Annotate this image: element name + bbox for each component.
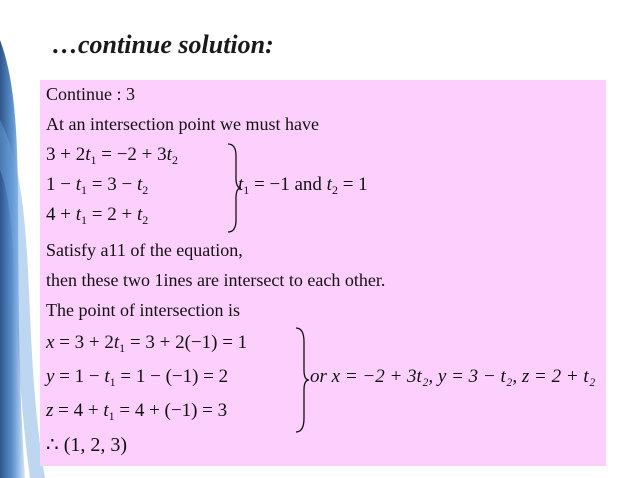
alternate-parametric-form: or x = −2 + 3t₂, y = 3 − t₂, z = 2 + t₂ [310, 366, 596, 387]
intro-line: At an intersection point we must have [46, 114, 319, 134]
equation-2: $1 - t_1 = 3 - t_2$ [46, 174, 149, 197]
conclusion-line: then these two 1ines are intersect to each other. [46, 270, 386, 290]
solution-t-values: $t_1 = -1$ and $t_2 = 1$ [238, 174, 368, 197]
intersection-result: ∴ (1, 2, 3) [46, 434, 128, 456]
y-equation: $y = 1 - t_1 = 1 - (-1) = 2$ [46, 366, 229, 389]
continue-line: Continue : 3 [46, 84, 135, 104]
solution-panel [40, 80, 606, 466]
equation-1: $3 + 2t_1 = -2 + 3t_2$ [46, 144, 178, 167]
slide-title: …continue solution: [52, 30, 274, 59]
equation-3: $4 + t_1 = 2 + t_2$ [46, 204, 149, 227]
point-intro-line: The point of intersection is [46, 300, 240, 320]
right-brace-2 [294, 326, 310, 434]
x-equation: $x = 3 + 2t_1 = 3 + 2(-1) = 1$ [46, 332, 248, 355]
satisfy-line: Satisfy a11 of the equation, [46, 240, 243, 260]
z-equation: $z = 4 + t_1 = 4 + (-1) = 3$ [46, 400, 228, 423]
